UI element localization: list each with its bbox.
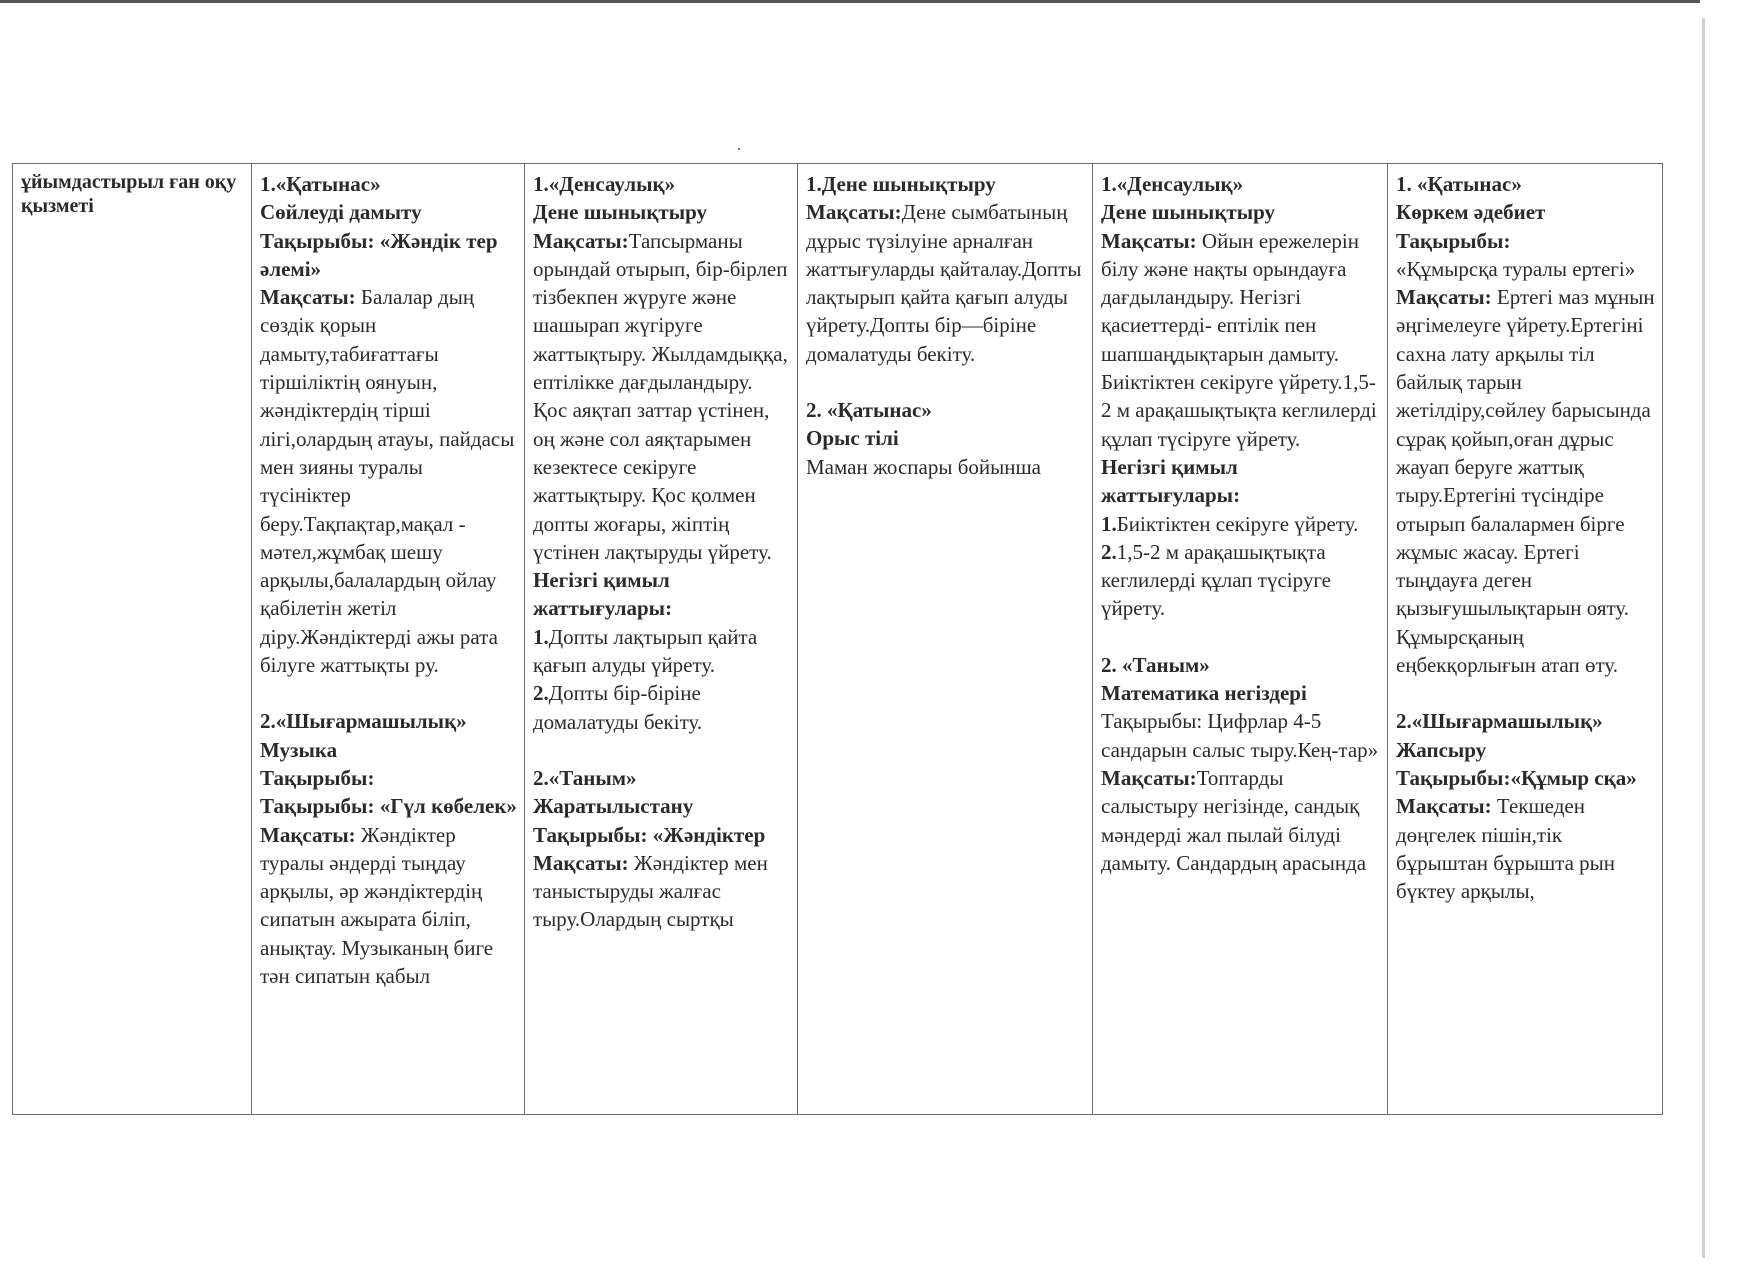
bold-heading: Дене шынықтыру: [533, 200, 708, 225]
bold-heading: 2.«Шығармашылық»: [260, 709, 467, 734]
lesson-line: [1396, 283, 1656, 679]
body-text: Дене сымбатының дұрыс түзілуіне арналған жаттығуларды қайталау.Допты лақтырып қайта қағып алуды үйрету.Допты бір—біріне домалатуды бекіту.: [806, 200, 1082, 366]
lesson-line: [1101, 368, 1381, 453]
scan-right-edge: [1702, 18, 1705, 1258]
body-text: Топтарды салыстыру негізінде, сандық мәндерді жал пылай білуді дамыту. Сандардың арасында: [1101, 765, 1367, 875]
lesson-line: [1101, 651, 1381, 679]
scan-top-edge: [0, 0, 1700, 3]
lesson-line: [806, 453, 1086, 481]
lesson-line: [1101, 453, 1381, 510]
day-cell-2: [525, 164, 798, 1115]
body-text: Жәндіктер туралы әндерді тыңдау арқылы, әр жәндіктердің сипатын ажырата біліп, анықтау. Музыканың биге тән сипатын қабыл: [260, 822, 494, 989]
bold-heading: Тақырыбы:«Құмыр сқа»: [1396, 765, 1637, 790]
bold-heading: Негізгі қимыл жаттығулары:: [533, 568, 673, 621]
lesson-line: [1396, 764, 1656, 792]
lesson-line: [260, 198, 518, 226]
bold-heading: Мақсаты:: [260, 822, 356, 847]
lesson-line: [533, 623, 791, 680]
lesson-line: [1101, 707, 1381, 764]
bold-heading: Орыс тілі: [806, 426, 899, 451]
body-text: Жәндіктер мен таныстыруды жалғас тыру.Олардың сыртқы: [533, 850, 768, 932]
bold-heading: 1. «Қатынас»: [1396, 172, 1522, 196]
body-text: Тапсырманы орындай отырып, бір-бірлеп тізбекпен жүруге және шашырап жүгіруге жаттықтыру. Жылдамдыққа, ептілікке дағдыландыру. Қос аяқтап заттар үстінен, оң және сол аяқтарымен кезектесе секіруге жаттықтыру. Қос қолмен допты жоғары, жіптің үстінен лақтыруды үйрету.: [533, 228, 788, 564]
bold-heading: 2.: [1101, 539, 1117, 564]
lesson-line: [806, 396, 1086, 424]
bold-heading: Мақсаты:: [1396, 794, 1492, 819]
lesson-line: [533, 764, 791, 792]
lesson-line: [260, 227, 518, 284]
scan-speck: [738, 148, 740, 150]
bold-heading: Мақсаты:: [1396, 285, 1492, 310]
bold-heading: Дене шынықтыру: [1101, 200, 1276, 225]
lesson-line: [806, 170, 1086, 198]
block-gap: [1101, 623, 1381, 651]
bold-heading: 1.«Денсаулық»: [533, 172, 676, 196]
lesson-line: [260, 283, 518, 679]
bold-heading: 2.: [533, 681, 549, 706]
lesson-block: [260, 170, 518, 679]
lesson-line: [1101, 227, 1381, 368]
day-cell-5: [1388, 164, 1663, 1115]
day-cell-3: [798, 164, 1093, 1115]
day-3-content: [806, 170, 1086, 1114]
lesson-line: [260, 764, 518, 792]
lesson-line: [1101, 679, 1381, 707]
bold-heading: Мақсаты:: [1101, 765, 1197, 790]
bold-heading: Тақырыбы: «Жәндіктер: [533, 822, 766, 847]
lesson-line: [1396, 792, 1656, 905]
block-gap: [533, 736, 791, 764]
body-text: Маман жоспары бойынша: [806, 454, 1041, 479]
bold-heading: Негізгі қимыл жаттығулары:: [1101, 454, 1241, 508]
lesson-line: [533, 170, 791, 198]
day-1-content: [260, 170, 518, 1114]
lesson-line: [260, 792, 518, 820]
lesson-line: [533, 849, 791, 934]
lesson-line: [1396, 227, 1656, 255]
bold-heading: 2.«Таным»: [533, 765, 637, 790]
bold-heading: Көркем әдебиет: [1396, 200, 1546, 225]
lesson-line: [260, 736, 518, 764]
bold-heading: 1.Дене шынықтыру: [806, 172, 996, 196]
day-4-content: [1101, 170, 1381, 1114]
block-gap: [806, 368, 1086, 396]
lesson-line: [1396, 736, 1656, 764]
row-label: ұйымдастырыл ған оқу қызметі: [21, 171, 237, 217]
body-text: Допты лақтырып қайта қағып алуды үйрету.: [533, 624, 758, 678]
lesson-block: [260, 707, 518, 990]
bold-heading: Математика негіздері: [1101, 681, 1307, 706]
bold-heading: Мақсаты:: [533, 850, 629, 875]
bold-heading: Жаратылыстану: [533, 794, 694, 819]
lesson-line: [1101, 538, 1381, 623]
lesson-line: [260, 821, 518, 991]
day-2-content: [533, 170, 791, 1114]
lesson-block: [1396, 707, 1656, 905]
lesson-line: [533, 821, 791, 849]
lesson-line: [1396, 707, 1656, 735]
lesson-line: [806, 424, 1086, 452]
lesson-line: [533, 679, 791, 736]
body-text: Биіктіктен секіруге үйрету.: [1116, 511, 1359, 536]
lesson-line: [260, 707, 518, 735]
bold-heading: Тақырыбы: «Гүл көбелек»: [260, 794, 517, 819]
bold-heading: Мақсаты:: [1101, 228, 1197, 253]
body-text: «Құмырсқа туралы ертегі»: [1396, 256, 1636, 281]
lesson-block: [533, 764, 791, 934]
bold-heading: Мақсаты:: [806, 200, 902, 225]
bold-heading: Тақырыбы:: [260, 765, 375, 790]
bold-heading: 1.: [1101, 511, 1117, 536]
table-row: [13, 164, 1663, 1115]
bold-heading: Сөйлеуді дамыту: [260, 200, 422, 225]
lesson-block: [1396, 170, 1656, 679]
body-text: Ойын ережелерін білу және нақты орындауға дағдыландыру. Негізгі қасиеттерді- ептілік пен шапшаңдықтарын дамыту.: [1101, 228, 1359, 366]
lesson-line: [1101, 198, 1381, 226]
lesson-plan-table: [12, 163, 1663, 1115]
body-text: Текшеден дөңгелек пішін,тік бұрыштан бұрышта рын бүктеу арқылы,: [1396, 794, 1616, 904]
lesson-line: [1396, 170, 1656, 198]
day-cell-4: [1093, 164, 1388, 1115]
bold-heading: Жапсыру: [1396, 737, 1487, 762]
lesson-line: [1101, 510, 1381, 538]
lesson-line: [1396, 255, 1656, 283]
lesson-line: [1101, 764, 1381, 877]
bold-heading: Мақсаты:: [533, 228, 629, 253]
bold-heading: 1.«Қатынас»: [260, 172, 381, 196]
lesson-line: [806, 198, 1086, 368]
bold-heading: 2. «Қатынас»: [806, 398, 932, 423]
lesson-line: [1101, 170, 1381, 198]
bold-heading: Тақырыбы:: [1396, 228, 1511, 253]
block-gap: [1396, 679, 1656, 707]
bold-heading: Музыка: [260, 737, 338, 762]
lesson-line: [533, 227, 791, 567]
body-text: Допты бір-біріне домалатуды бекіту.: [533, 681, 703, 734]
body-text: 1,5-2 м арақашықтықта кеглилерді құлап түсіруге үйрету.: [1101, 539, 1331, 621]
lesson-line: [533, 792, 791, 820]
lesson-block: [806, 170, 1086, 368]
lesson-block: [533, 170, 791, 736]
lesson-line: [260, 170, 518, 198]
lesson-line: [533, 198, 791, 226]
body-text: Ертегі маз мұнын әңгімелеуге үйрету.Ертегіні сахна лату арқылы тіл байлық тарын жетілдіру,сөйлеу барысында сұрақ қойып,оған дұрыс жауап беруге жаттық тыру.Ертегіні түсіндіре отырып балалармен бірге жұмыс жасау. Ертегі тыңдауға деген қызығушылықтарын ояту. Құмырсқаның еңбекқорлығын атап өту.: [1396, 285, 1655, 678]
lesson-block: [1101, 170, 1381, 623]
day-5-content: [1396, 170, 1656, 1114]
lesson-block: [806, 396, 1086, 481]
bold-heading: Мақсаты:: [260, 285, 356, 310]
bold-heading: 1.: [533, 624, 549, 649]
lesson-block: [1101, 651, 1381, 877]
bold-heading: 1.«Денсаулық»: [1101, 172, 1244, 196]
body-text: Биіктіктен секіруге үйрету.1,5-2 м арақашықтықта кеглилерді құлап түсіруге үйрету.: [1101, 370, 1377, 451]
lesson-line: [1396, 198, 1656, 226]
body-text: Тақырыбы: Цифрлар 4-5 сандарын салыс тыру.Кең-тар»: [1101, 709, 1379, 762]
body-text: Балалар дың сөздік қорын дамыту,табиғаттағы тіршіліктің оянуын, жәндіктердің тірші лігі,олардың атауы, пайдасы мен зияны туралы түсініктер беру.Тақпақтар,мақал - мәтел,жұмбақ шешу арқылы,балалардың ойлау қабілетін жетіл діру.Жәндіктерді ажы рата білуге жаттықты ру.: [260, 285, 515, 678]
day-cell-1: [252, 164, 525, 1115]
bold-heading: Тақырыбы: «Жәндік тер әлемі»: [260, 228, 498, 281]
bold-heading: 2. «Таным»: [1101, 652, 1210, 677]
lesson-line: [533, 566, 791, 623]
bold-heading: 2.«Шығармашылық»: [1396, 709, 1603, 734]
row-label-cell: [13, 164, 252, 1115]
block-gap: [260, 679, 518, 707]
